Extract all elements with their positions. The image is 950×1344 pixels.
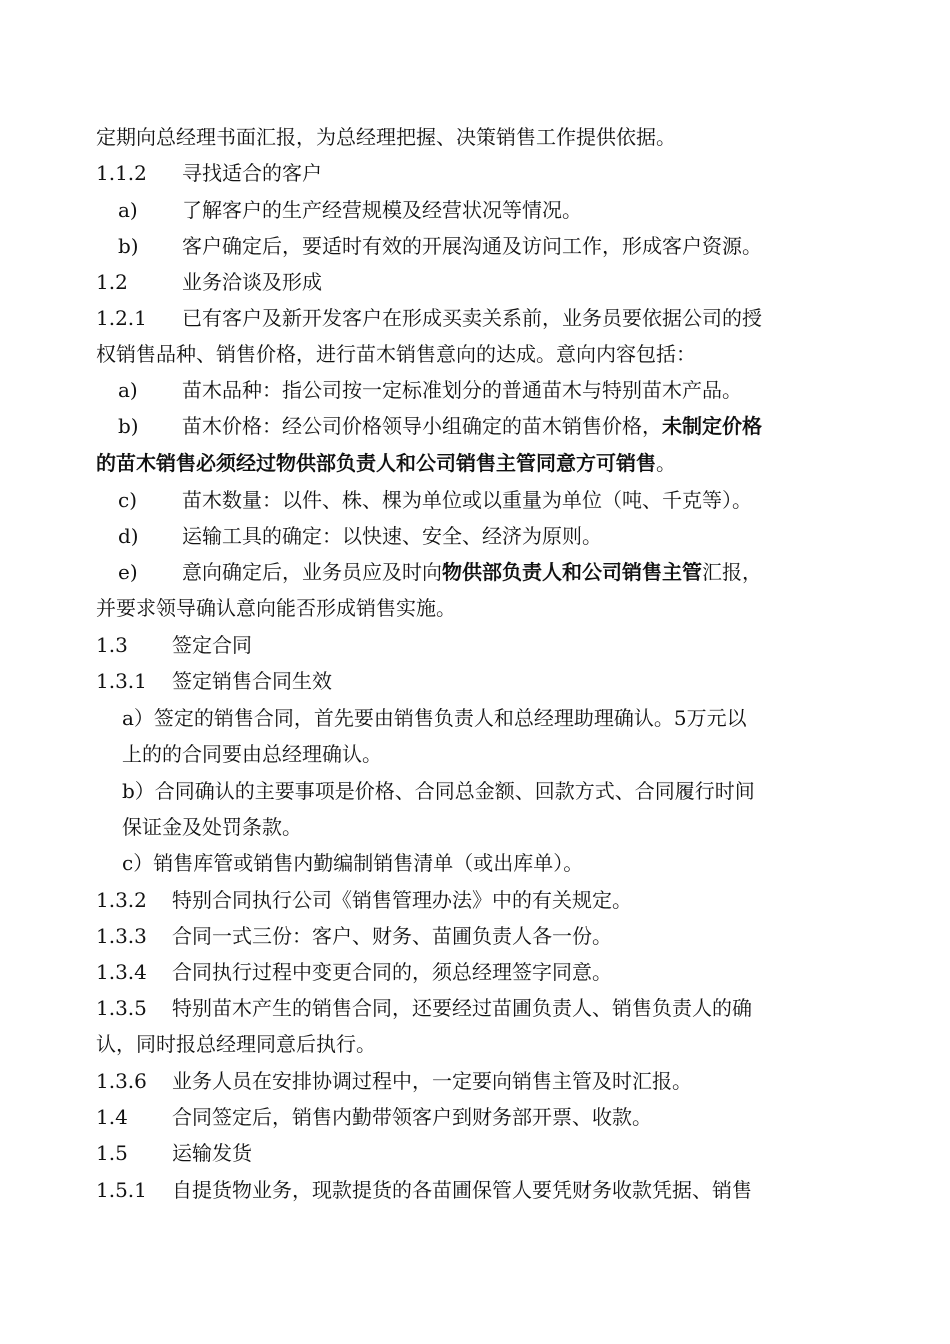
section-number: 1.3.4	[96, 960, 147, 984]
text-line: 保证金及处罚条款。	[122, 815, 302, 839]
section-heading-1-3-6: 1.3.6 业务人员在安排协调过程中，一定要向销售主管及时汇报。	[96, 1063, 840, 1099]
text-line: 上的的合同要由总经理确认。	[122, 742, 382, 766]
list-item: c）销售库管或销售内勤编制销售清单（或出库单）。	[122, 851, 584, 875]
section-heading-1-3-2: 1.3.2 特别合同执行公司《销售管理办法》中的有关规定。	[96, 882, 840, 918]
section-heading-1-3-5: 1.3.5 特别苗木产生的销售合同，还要经过苗圃负责人、销售负责人的确	[96, 990, 840, 1026]
section-number: 1.3	[96, 633, 128, 657]
section-number: 1.3.2	[96, 888, 147, 912]
section-heading-1-3: 1.3 签定合同	[96, 627, 840, 663]
section-heading-1-3-4: 1.3.4 合同执行过程中变更合同的，须总经理签字同意。	[96, 954, 840, 990]
text-line: 的苗木销售必须经过物供部负责人和公司销售主管同意方可销售。	[96, 451, 676, 475]
section-number: 1.3.5	[96, 996, 147, 1020]
text-line: 定期向总经理书面汇报，为总经理把握、决策销售工作提供依据。	[96, 125, 676, 149]
text-line: 认，同时报总经理同意后执行。	[96, 1032, 376, 1056]
list-item: c) 苗木数量：以件、株、棵为单位或以重量为单位（吨、千克等）。	[118, 482, 840, 518]
list-item: a) 苗木品种：指公司按一定标准划分的普通苗木与特别苗木产品。	[118, 372, 840, 408]
bold-text: 未制定价格	[662, 414, 762, 438]
list-label: d)	[118, 524, 139, 548]
list-label: e)	[118, 560, 138, 584]
list-label: b)	[118, 234, 139, 258]
bold-text: 的苗木销售必须经过物供部负责人和公司销售主管同意方可销售	[96, 451, 656, 475]
list-label: b)	[118, 414, 139, 438]
section-number: 1.3.1	[96, 669, 147, 693]
section-heading-1-1-2: 1.1.2 寻找适合的客户	[96, 155, 840, 191]
bold-text: 物供部负责人和公司销售主管	[442, 560, 702, 584]
section-heading-1-3-3: 1.3.3 合同一式三份：客户、财务、苗圃负责人各一份。	[96, 918, 840, 954]
section-number: 1.3.6	[96, 1069, 147, 1093]
text-line: 权销售品种、销售价格，进行苗木销售意向的达成。意向内容包括：	[96, 342, 696, 366]
list-item: b）合同确认的主要事项是价格、合同总金额、回款方式、合同履行时间	[122, 779, 755, 803]
list-label: a)	[118, 198, 138, 222]
list-item: b) 客户确定后，要适时有效的开展沟通及访问工作，形成客户资源。	[118, 228, 840, 264]
list-item: d) 运输工具的确定：以快速、安全、经济为原则。	[118, 518, 840, 554]
list-item: b) 苗木价格：经公司价格领导小组确定的苗木销售价格，未制定价格	[118, 408, 840, 444]
list-label: a)	[118, 378, 138, 402]
section-heading-1-4: 1.4 合同签定后，销售内勤带领客户到财务部开票、收款。	[96, 1099, 840, 1135]
section-number: 1.4	[96, 1105, 128, 1129]
section-number: 1.2	[96, 270, 128, 294]
text-line: 并要求领导确认意向能否形成销售实施。	[96, 596, 456, 620]
section-heading-1-2-1: 1.2.1 已有客户及新开发客户在形成买卖关系前，业务员要依据公司的授	[96, 300, 840, 336]
section-number: 1.1.2	[96, 161, 147, 185]
list-label: c)	[118, 488, 138, 512]
section-heading-1-5: 1.5 运输发货	[96, 1135, 840, 1171]
section-number: 1.5.1	[96, 1178, 147, 1202]
list-item: e) 意向确定后，业务员应及时向物供部负责人和公司销售主管汇报，	[118, 554, 840, 590]
section-number: 1.2.1	[96, 306, 147, 330]
section-heading-1-5-1: 1.5.1 自提货物业务，现款提货的各苗圃保管人要凭财务收款凭据、销售	[96, 1172, 840, 1208]
section-number: 1.5	[96, 1141, 128, 1165]
list-item: a) 了解客户的生产经营规模及经营状况等情况。	[118, 192, 840, 228]
section-heading-1-3-1: 1.3.1 签定销售合同生效	[96, 663, 840, 699]
list-item: a）签定的销售合同，首先要由销售负责人和总经理助理确认。5万元以	[122, 706, 747, 730]
section-number: 1.3.3	[96, 924, 147, 948]
section-heading-1-2: 1.2 业务洽谈及形成	[96, 264, 840, 300]
